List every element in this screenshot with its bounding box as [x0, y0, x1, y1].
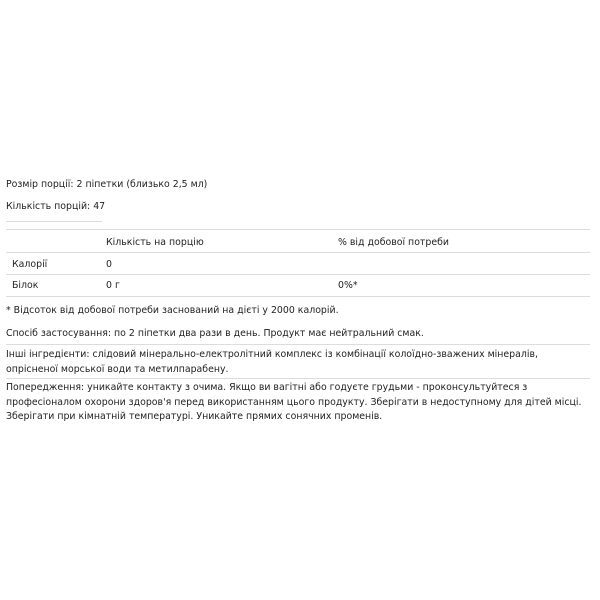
servings-count-line [6, 201, 105, 212]
usage-label: Спосіб застосування: [6, 328, 112, 339]
ingredients-paragraph [6, 348, 590, 377]
table-top-divider [6, 229, 590, 230]
table-cell-amount: 0 г [106, 280, 120, 291]
daily-value-footnote: * Відсоток від добової потреби заснований на дієті у 2000 калорій. [6, 305, 339, 316]
usage-divider [6, 344, 590, 345]
table-cell-daily-value: 0%* [338, 280, 358, 291]
serving-divider [6, 221, 102, 222]
servings-count-value: 47 [93, 201, 106, 212]
table-bottom-divider [6, 296, 590, 297]
ingredients-text: слідовий мінерально-електролітний комплекс із комбінації колоїдно-зважених мінералів, опрісненої морської води та метилпарабену. [6, 349, 538, 375]
usage-paragraph [6, 327, 590, 342]
servings-count-label: Кількість порцій: [6, 201, 91, 212]
ingredients-divider [6, 378, 590, 379]
table-cell-name: Калорії [12, 259, 48, 270]
table-header-amount: Кількість на порцію [106, 237, 204, 248]
table-header-daily-value: % від добової потреби [338, 237, 449, 248]
serving-size-line [6, 179, 207, 190]
ingredients-label: Інші інгредієнти: [6, 349, 90, 360]
serving-size-label: Розмір порції: [6, 179, 74, 190]
warning-label: Попередження: [6, 382, 85, 393]
table-cell-amount: 0 [106, 259, 112, 270]
table-header-divider [6, 252, 590, 253]
table-cell-name: Білок [12, 280, 39, 291]
warning-text: уникайте контакту з очима. Якщо ви вагітні або годуєте грудьми - проконсультуйтеся з професіоналом охорони здоров'я перед використанням цього продукту. Зберігати в недоступному для дітей місці. Зберігати при кімнатній температурі. Уникайте прямих сонячних променів. [6, 382, 582, 422]
serving-size-value: 2 піпетки (близько 2,5 мл) [76, 179, 208, 190]
usage-text: по 2 піпетки два рази в день. Продукт має нейтральний смак. [114, 328, 424, 339]
table-row-divider [6, 274, 590, 275]
warning-paragraph [6, 381, 590, 425]
